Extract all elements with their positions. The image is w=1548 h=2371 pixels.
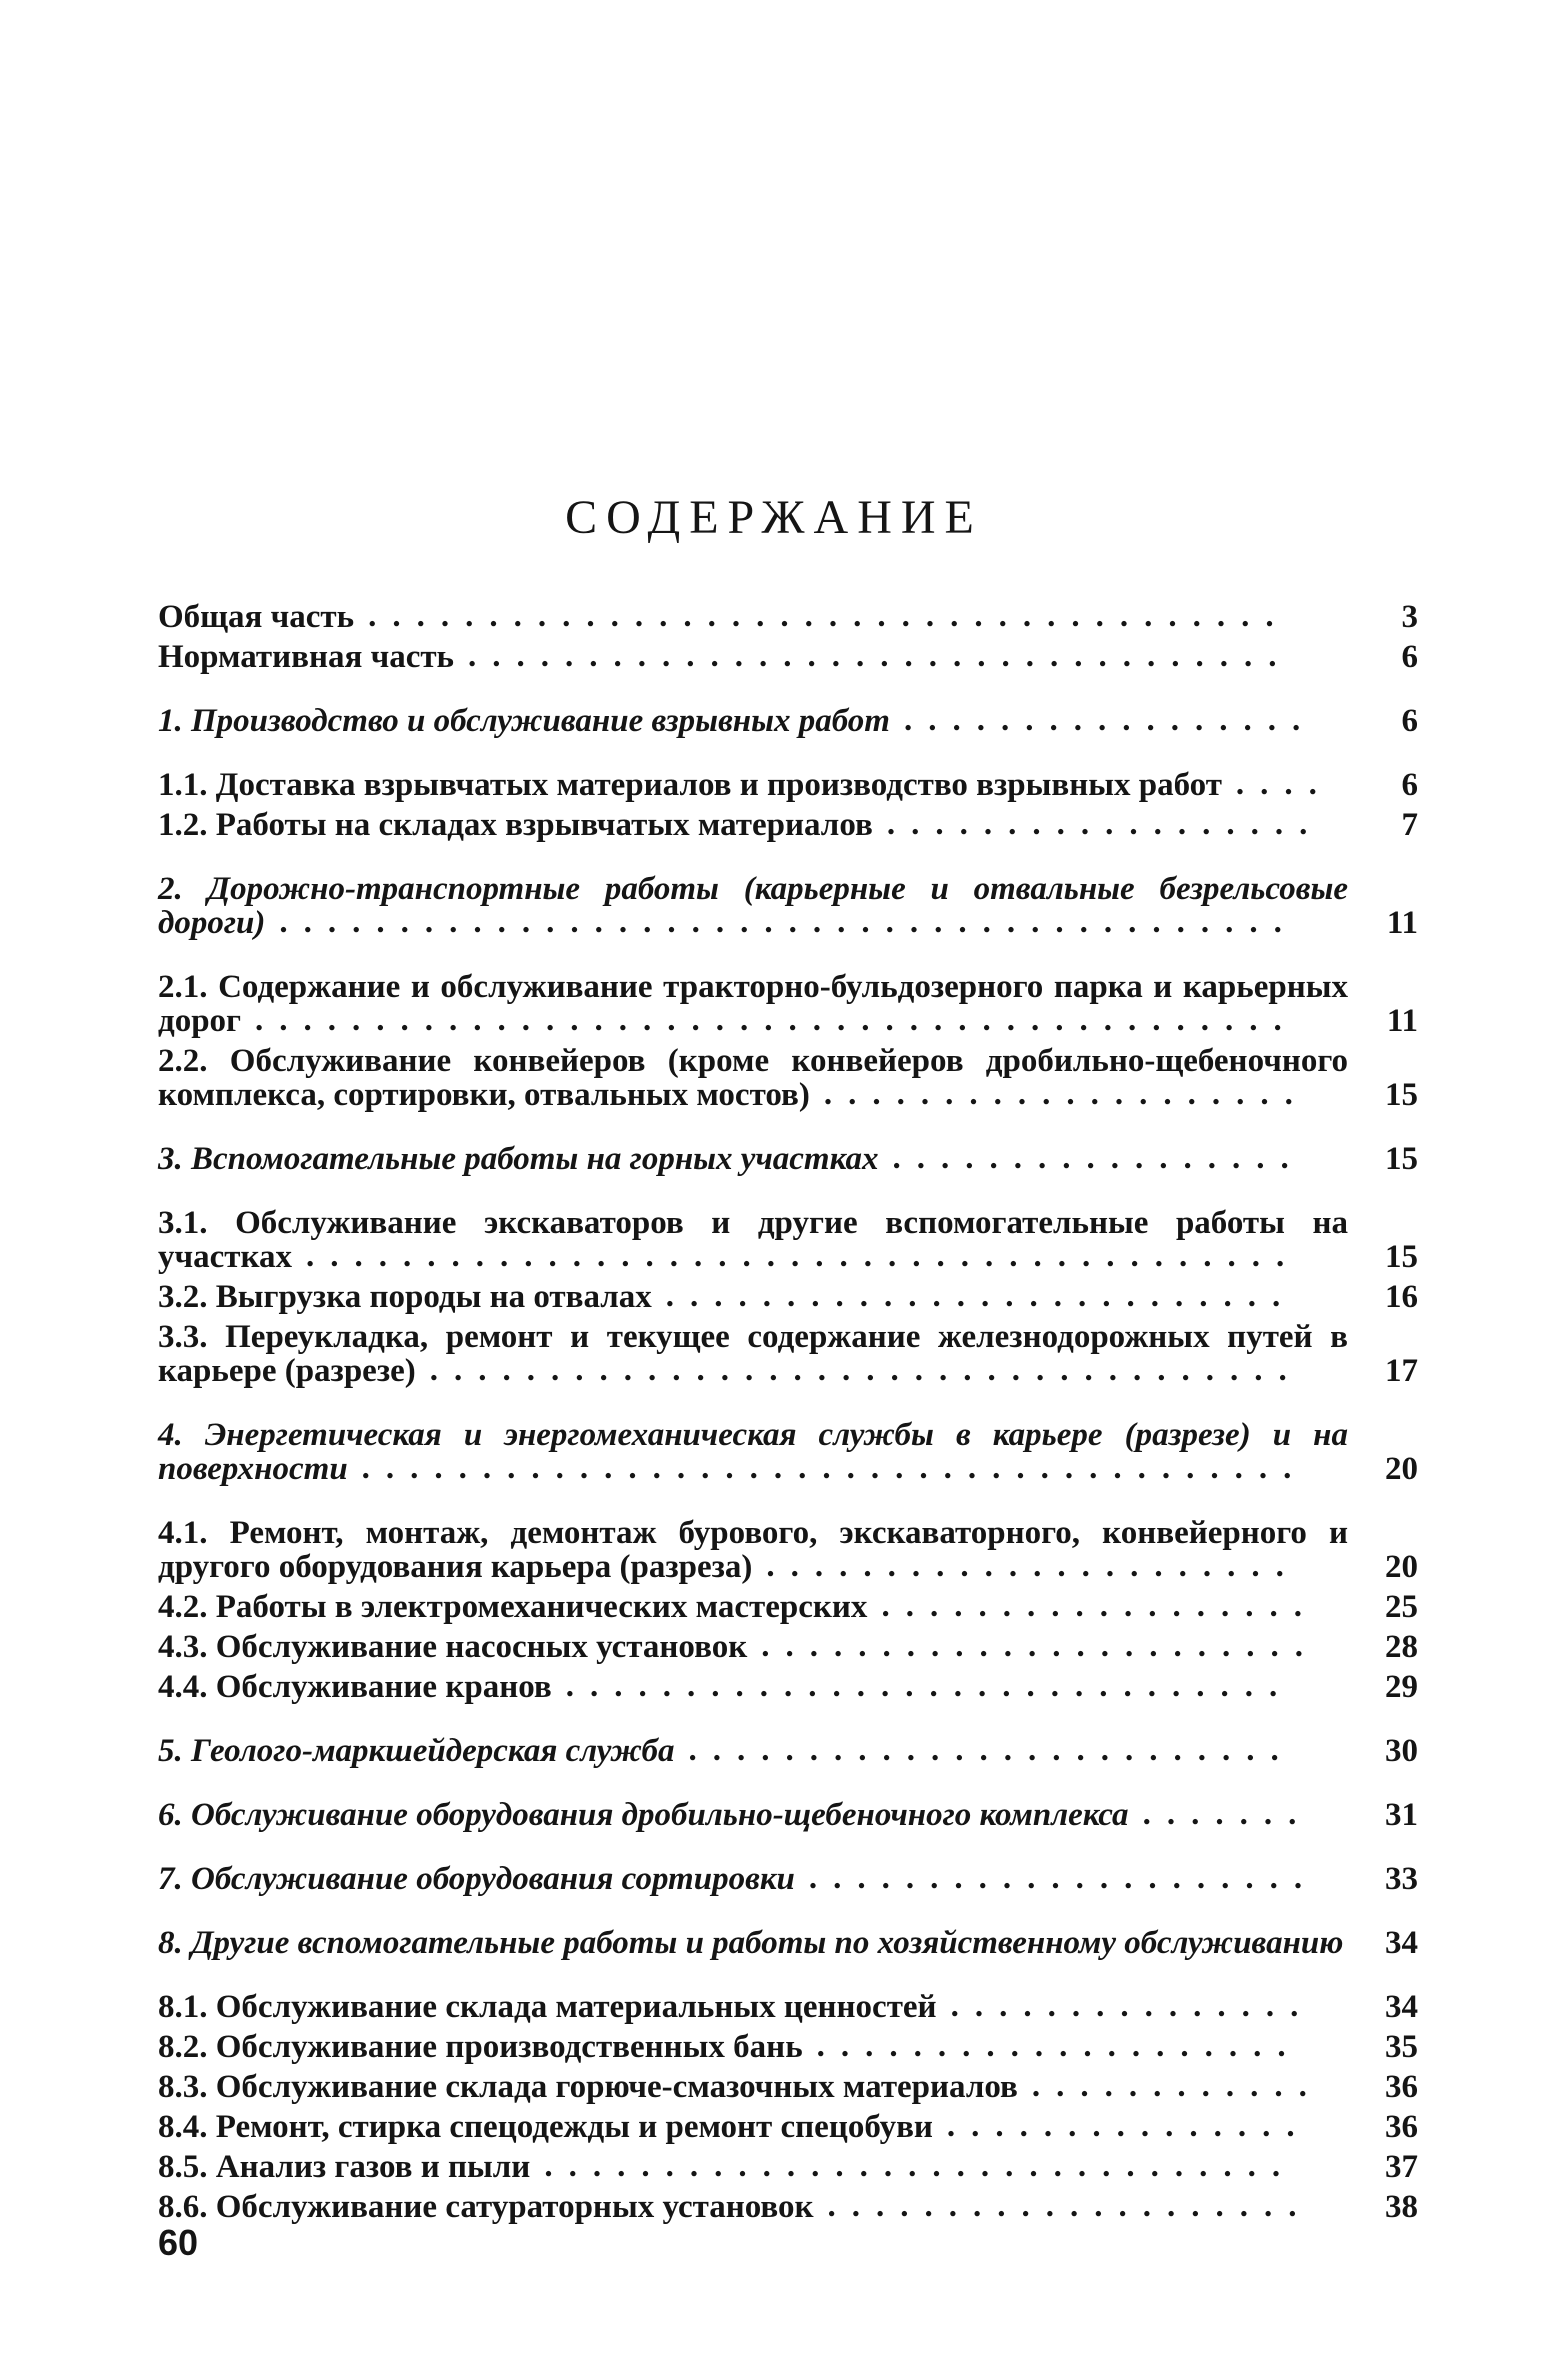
leader-dots: ..................... — [808, 1861, 1319, 1895]
leader-dots: .................... — [823, 1077, 1309, 1111]
toc-entry — [158, 1206, 1418, 1274]
toc-entry-title — [158, 807, 873, 843]
toc-entry-text: Геолого-маркшейдерская служба — [191, 1733, 675, 1769]
toc-entry — [158, 1670, 1418, 1704]
toc-entry-page: 38 — [1385, 2189, 1418, 2225]
toc-entry-number: 2. — [158, 871, 183, 907]
toc-entry — [158, 704, 1418, 738]
toc-entry-text: Вспомогательные работы на горных участках — [191, 1141, 879, 1177]
toc-entry — [158, 1142, 1418, 1176]
toc-entry-page: 3 — [1401, 599, 1418, 635]
toc-entry-title — [158, 2069, 1018, 2105]
toc-entry — [158, 2150, 1418, 2184]
toc-entry-page: 6 — [1401, 767, 1418, 803]
toc-entry-number: 8.3. — [158, 2069, 208, 2105]
toc-entry-text: Анализ газов и пыли — [215, 2149, 531, 2185]
toc-entry-number: 3.2. — [158, 1279, 208, 1315]
toc-entry-page: 36 — [1385, 2109, 1418, 2145]
toc-entry — [158, 1044, 1418, 1112]
toc-entry — [158, 2110, 1418, 2144]
leader-dots: ......................................... — [305, 1239, 1301, 1273]
leader-dots: ....... — [1142, 1797, 1313, 1831]
toc-entry-text: Обслуживание кранов — [215, 1669, 552, 1705]
toc-entry-title — [158, 2109, 933, 2145]
toc-entry-number: 2.1. — [158, 969, 208, 1005]
toc-entry-page: 6 — [1401, 703, 1418, 739]
leader-dots: .............................. — [565, 1669, 1294, 1703]
toc-entry-page: 16 — [1385, 1279, 1418, 1315]
leader-dots: .......................... — [665, 1279, 1297, 1313]
toc-entry — [158, 1418, 1418, 1486]
toc-entry-text: Производство и обслуживание взрывных работ — [191, 703, 890, 739]
toc-entry — [158, 970, 1418, 1038]
toc-entry-title — [158, 1629, 747, 1665]
toc-entry-number: 3.3. — [158, 1319, 208, 1355]
toc-entry-text: Обслуживание склада горюче-смазочных материалов — [215, 2069, 1018, 2105]
toc-entry-page: 28 — [1385, 1629, 1418, 1665]
leader-dots: ................. — [903, 703, 1317, 737]
toc-entry-text: Нормативная часть — [158, 639, 455, 675]
toc-entry — [158, 2030, 1418, 2064]
toc-entry-text: Ремонт, монтаж, демонтаж бурового, экскаваторного, конвейерного и другого оборудования карьера (разреза) — [158, 1515, 1349, 1585]
toc-entry-text: Обслуживание оборудования дробильно-щебеночного комплекса — [191, 1797, 1129, 1833]
toc-entry-title — [158, 1925, 1343, 1961]
leader-dots: .................................... — [429, 1353, 1303, 1387]
toc-entry-number: 3. — [158, 1141, 183, 1177]
toc-entry-number: 1.1. — [158, 767, 208, 803]
toc-entry-page: 7 — [1401, 807, 1418, 843]
toc-entry-text: Обслуживание производственных бань — [215, 2029, 803, 2065]
toc-entry — [158, 1590, 1418, 1624]
toc-entry-number: 8.6. — [158, 2189, 208, 2225]
toc-entry-title — [158, 1141, 879, 1177]
toc-entry-title — [158, 1861, 795, 1897]
toc-entry-text: Работы в электромеханических мастерских — [215, 1589, 868, 1625]
toc-entry-page: 29 — [1385, 1669, 1418, 1705]
toc-entry-text: Обслуживание склада материальных ценностей — [215, 1989, 937, 2025]
leader-dots: .... — [1235, 767, 1333, 801]
toc-entry-page: 17 — [1385, 1353, 1418, 1389]
toc-entry-text: Обслуживание экскаваторов и другие вспомогательные работы на участках — [158, 1205, 1348, 1275]
toc-entry-page: 34 — [1385, 1925, 1418, 1961]
toc-entry-text: Содержание и обслуживание тракторно-бульдозерного парка и карьерных дорог — [158, 969, 1348, 1039]
leader-dots: .................... — [827, 2189, 1313, 2223]
toc-entry-title — [158, 1797, 1129, 1833]
toc-entry-title — [158, 639, 454, 675]
toc-entry-text: Общая часть — [158, 599, 355, 635]
toc-entry-number: 4.4. — [158, 1669, 208, 1705]
toc-entry — [158, 1630, 1418, 1664]
toc-entry-number: 7. — [158, 1861, 183, 1897]
toc-entry — [158, 1734, 1418, 1768]
toc-entry-title — [158, 2149, 530, 2185]
leader-dots: ............................... — [544, 2149, 1297, 2183]
toc-entry-title — [158, 703, 890, 739]
toc-entry-title — [158, 1669, 552, 1705]
toc-entry-number: 8.4. — [158, 2109, 208, 2145]
toc-entry-number: 6. — [158, 1797, 183, 1833]
leader-dots: ....................................... — [361, 1451, 1308, 1485]
toc-entry-title — [158, 1733, 675, 1769]
toc-entry-page: 6 — [1401, 639, 1418, 675]
toc-entry-title — [158, 1589, 867, 1625]
leader-dots: ....................... — [761, 1629, 1319, 1663]
toc-entry — [158, 872, 1418, 940]
toc-entry-page: 25 — [1385, 1589, 1418, 1625]
toc-entry-text: Обслуживание конвейеров (кроме конвейеров дробильно-щебеночного комплекса, сортировки, отвальных мостов) — [158, 1043, 1348, 1113]
table-of-contents — [158, 600, 1418, 2224]
toc-entry-title — [158, 2029, 803, 2065]
leader-dots: ........................................... — [255, 1003, 1298, 1037]
toc-entry-text: Обслуживание оборудования сортировки — [191, 1861, 795, 1897]
page-title: СОДЕРЖАНИЕ — [565, 491, 983, 544]
toc-entry-page: 11 — [1386, 1003, 1418, 1039]
toc-entry-number: 2.2. — [158, 1043, 208, 1079]
toc-entry — [158, 768, 1418, 802]
toc-entry-text: Другие вспомогательные работы и работы по хозяйственному обслуживанию — [191, 1925, 1344, 1961]
toc-entry-number: 8. — [158, 1925, 183, 1961]
toc-entry-page: 34 — [1385, 1989, 1418, 2025]
toc-entry-number: 5. — [158, 1733, 183, 1769]
toc-entry-page: 36 — [1385, 2069, 1418, 2105]
toc-entry — [158, 1280, 1418, 1314]
toc-entry-page: 35 — [1385, 2029, 1418, 2065]
toc-entry-number: 4.3. — [158, 1629, 208, 1665]
toc-entry-text: Обслуживание сатураторных установок — [215, 2189, 814, 2225]
toc-entry-title — [158, 1279, 652, 1315]
toc-entry — [158, 1798, 1418, 1832]
toc-entry-number: 4.2. — [158, 1589, 208, 1625]
toc-entry — [158, 1320, 1418, 1388]
toc-entry-number: 1.2. — [158, 807, 208, 843]
toc-entry-text: Ремонт, стирка спецодежды и ремонт спецобуви — [215, 2109, 933, 2145]
toc-entry-page: 33 — [1385, 1861, 1418, 1897]
toc-entry-page: 15 — [1385, 1239, 1418, 1275]
toc-entry-page: 15 — [1385, 1141, 1418, 1177]
leader-dots: .................... — [816, 2029, 1302, 2063]
toc-entry-number: 4.1. — [158, 1515, 208, 1551]
leader-dots: ...................... — [766, 1549, 1300, 1583]
toc-entry-title — [158, 1989, 937, 2025]
page-number: 60 — [158, 2222, 199, 2263]
toc-entry-page: 20 — [1385, 1549, 1418, 1585]
toc-entry-page: 37 — [1385, 2149, 1418, 2185]
toc-entry-text: Работы на складах взрывчатых материалов — [215, 807, 873, 843]
toc-entry-text: Выгрузка породы на отвалах — [215, 1279, 652, 1315]
toc-entry — [158, 600, 1418, 634]
leader-dots: ............ — [1031, 2069, 1323, 2103]
leader-dots: ......................... — [688, 1733, 1295, 1767]
toc-entry — [158, 1990, 1418, 2024]
leader-dots: ...................................... — [368, 599, 1290, 633]
leader-dots: ............... — [950, 1989, 1315, 2023]
toc-entry-number: 8.2. — [158, 2029, 208, 2065]
leader-dots: ............... — [946, 2109, 1311, 2143]
toc-entry-title — [158, 599, 354, 635]
toc-entry-text: Доставка взрывчатых материалов и производство взрывных работ — [215, 767, 1222, 803]
toc-entry-title — [158, 2189, 814, 2225]
toc-entry — [158, 2190, 1418, 2224]
toc-entry — [158, 2070, 1418, 2104]
toc-entry-number: 3.1. — [158, 1205, 208, 1241]
toc-entry-page: 31 — [1385, 1797, 1418, 1833]
leader-dots: ................. — [892, 1141, 1305, 1175]
toc-entry-number: 1. — [158, 703, 183, 739]
toc-entry-page: 11 — [1386, 905, 1418, 941]
toc-entry — [158, 808, 1418, 842]
leader-dots: .................................. — [468, 639, 1293, 673]
toc-entry-number: 8.1. — [158, 1989, 208, 2025]
toc-entry-text: Дорожно-транспортные работы (карьерные и отвальные безрельсовые дороги) — [158, 871, 1348, 941]
toc-entry — [158, 1862, 1418, 1896]
toc-entry — [158, 1516, 1418, 1584]
toc-entry-page: 15 — [1385, 1077, 1418, 1113]
toc-entry-number: 4. — [158, 1417, 183, 1453]
toc-entry-text: Обслуживание насосных установок — [215, 1629, 748, 1665]
toc-entry-number: 8.5. — [158, 2149, 208, 2185]
leader-dots: .......................................... — [279, 905, 1298, 939]
toc-entry-page: 30 — [1385, 1733, 1418, 1769]
toc-entry-text: Энергетическая и энергомеханическая службы в карьере (разрезе) и на поверхности — [158, 1417, 1349, 1487]
toc-entry-title — [158, 767, 1222, 803]
leader-dots: .................. — [881, 1589, 1318, 1623]
toc-entry — [158, 640, 1418, 674]
toc-entry — [158, 1926, 1418, 1960]
toc-entry-text: Переукладка, ремонт и текущее содержание железнодорожных путей в карьере (разрезе) — [158, 1319, 1349, 1389]
toc-entry-page: 20 — [1385, 1451, 1418, 1487]
leader-dots: .................. — [886, 807, 1324, 841]
